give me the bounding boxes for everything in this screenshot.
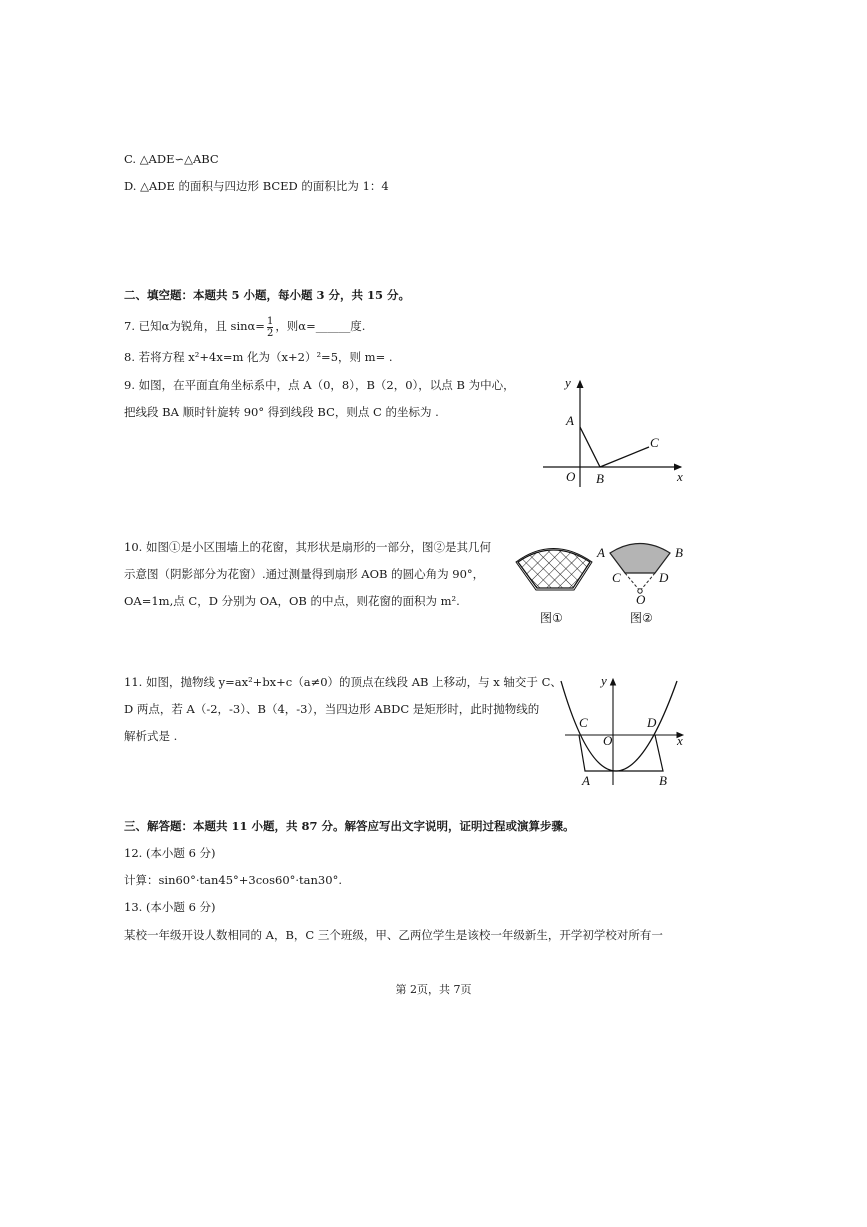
q10-label-o: O: [636, 592, 646, 607]
q10-shaded-window: [610, 544, 670, 574]
q9-label-b: B: [596, 471, 604, 486]
option-c: C. △ADE∽△ABC: [124, 152, 219, 166]
question-10-line2: 示意图（阴影部分为花窗）.通过测量得到扇形 AOB 的圆心角为 90°，: [124, 567, 485, 581]
q10-figure-2: [592, 538, 702, 633]
question-9-line1: 9. 如图，在平面直角坐标系中，点 A（0，8），B（2，0），以点 B 为中心，: [124, 378, 515, 392]
q11-label-b: B: [659, 773, 667, 788]
option-d: D. △ADE 的面积与四边形 BCED 的面积比为 1：4: [124, 179, 389, 193]
question-9-line2: 把线段 BA 顺时针旋转 90° 得到线段 BC，则点 C 的坐标为 .: [124, 405, 439, 419]
q7-prefix: 7. 已知α为锐角，且 sinα=: [124, 319, 265, 333]
q10-label-a: A: [597, 545, 605, 560]
q10-segment-co: [625, 573, 640, 591]
section3-heading: 三、解答题：本题共 11 小题，共 87 分。解答应写出文字说明，证明过程或演算步骤。: [124, 819, 575, 833]
q7-frac-den: 2: [266, 327, 274, 339]
q9-label-x: x: [677, 469, 683, 484]
question-11-line3: 解析式是 .: [124, 729, 178, 743]
question-7: [124, 314, 365, 339]
q7-fraction: [267, 316, 273, 339]
q9-label-y: y: [565, 375, 571, 390]
q11-figure: [555, 673, 690, 788]
q11-label-a: A: [582, 773, 590, 788]
q9-label-a: A: [566, 413, 574, 428]
question-8: 8. 若将方程 x²+4x=m 化为（x+2）²=5，则 m= .: [124, 350, 393, 364]
question-10-line3: OA=1m,点 C，D 分别为 OA，OB 的中点，则花窗的面积为 m².: [124, 594, 460, 608]
q10-caption-2: 图②: [630, 611, 653, 625]
q10-label-d: D: [659, 570, 669, 585]
question-12-text: 计算：sin60°·tan45°+3cos60°·tan30°.: [124, 873, 342, 887]
q11-label-x: x: [677, 733, 683, 748]
q11-label-c: C: [579, 715, 588, 730]
q10-segment-do: [640, 573, 655, 591]
q11-label-o: O: [603, 733, 613, 748]
q10-caption-1: 图①: [540, 611, 563, 625]
q9-figure: [535, 375, 695, 490]
q9-segment-bc: [600, 447, 649, 467]
section2-heading: 二、填空题：本题共 5 小题，每小题 3 分，共 15 分。: [124, 288, 411, 302]
question-13-text: 某校一年级开设人数相同的 A，B，C 三个班级，甲、乙两位学生是该校一年级新生，开学初学校对所有一: [124, 928, 663, 942]
q9-label-c: C: [650, 435, 659, 450]
q11-label-y: y: [601, 673, 607, 688]
q7-suffix: ，则α=______度.: [275, 319, 366, 333]
q9-label-o: O: [566, 469, 576, 484]
q7-frac-num: 1: [266, 315, 274, 327]
question-11-line2: D 两点，若 A（-2，-3）、B（4，-3），当四边形 ABDC 是矩形时，此时抛物线的: [124, 702, 540, 716]
q10-label-c: C: [612, 570, 621, 585]
q10-label-b: B: [675, 545, 683, 560]
q11-label-d: D: [647, 715, 657, 730]
question-12-title: 12. (本小题 6 分): [124, 846, 216, 860]
question-11-line1: 11. 如图，抛物线 y=ax²+bx+c（a≠0）的顶点在线段 AB 上移动，与 x 轴交于 C、: [124, 675, 562, 689]
q9-segment-ba: [580, 427, 600, 467]
question-10-line1: 10. 如图①是小区围墙上的花窗，其形状是扇形的一部分，图②是其几何: [124, 540, 491, 554]
page-footer: 第 2页，共 7页: [395, 983, 472, 996]
q10-figure-1: [515, 540, 595, 630]
question-13-title: 13. (本小题 6 分): [124, 900, 216, 914]
